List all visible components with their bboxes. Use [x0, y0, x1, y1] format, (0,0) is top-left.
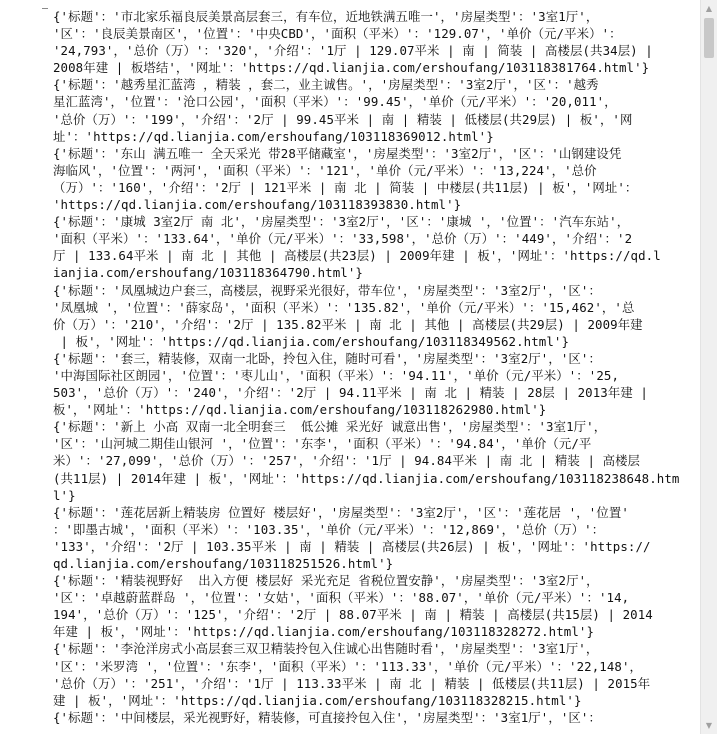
text-line: qd.lianjia.com/ershoufang/103118251526.html'}: [53, 556, 394, 571]
text-line: 星汇蓝湾'，'位置'：'沧口公园'，'面积（平米）'：'99.45'，'单价（元/平米）'：'20,011'，: [53, 94, 617, 110]
text-line: {'标题'：'凤凰城边户套三，高楼层，视野采光很好，带车位'，'房屋类型'：'3室2厅'，'区'：: [53, 282, 601, 298]
scroll-thumb[interactable]: [704, 18, 714, 58]
text-line: '24,793'，'总价（万）'：'320'，'介绍'：'1厅 | 129.07平米 | 南 | 简装 | 高楼层(共34层) |: [53, 43, 653, 59]
text-line: '凤凰城 '，'位置'：'薛家岛'，'面积（平米）'：'135.82'，'单价（元/平米）'：'15,462'，'总: [53, 299, 635, 315]
scroll-up-arrow-icon[interactable]: ▲: [705, 4, 713, 13]
text-line: '区'：'米罗湾 '，'位置'：'东李'，'面积（平米）'：'113.33'，'单价（元/平米）'：'22,148'，: [53, 658, 643, 674]
text-line: '区'：'卓越蔚蓝群岛 '，'位置'：'女姑'，'面积（平米）'：'88.07'，'单价（元/平米）'：'14,: [53, 590, 630, 606]
text-line: {'标题'：'康城 3室2厅 南 北'，'房屋类型'：'3室2厅'，'区'：'康城 '，'位置'：'汽车东站'，: [53, 214, 630, 230]
scroll-down-arrow-icon[interactable]: ▼: [705, 721, 713, 730]
text-line: 'https://qd.lianjia.com/ershoufang/103118393830.html'}: [53, 197, 462, 213]
text-line: {'标题'：'莲花居新上精装房 位置好 楼层好'，'房屋类型'：'3室2厅'，'区'：'莲花居 '，'位置': [53, 504, 629, 520]
text-line: {'标题'：'中间楼层，采光视野好，精装修，可直接拎包入住'，'房屋类型'：'3室1厅'，'区'：: [53, 709, 601, 725]
text-line: （万）'：'160'，'介绍'：'2厅 | 121平米 | 南 北 | 简装 | 中楼层(共11层) | 板'，'网址'：: [53, 179, 638, 195]
text-line: 板'，'网址'：'https://qd.lianjia.com/ershoufang/103118262980.html'}: [53, 402, 547, 418]
text-line: (共11层) | 2014年建 | 板'，'网址'：'https://qd.lianjia.com/ershoufang/103118238648.htm: [53, 470, 680, 486]
text-line: 厅 | 133.64平米 | 南 北 | 其他 | 高楼层(共23层) | 2009年建 | 板'，'网址'：'https://qd.l: [53, 248, 661, 264]
margin-mark: [42, 8, 48, 9]
text-line: 价（万）'：'210'，'介绍'：'2厅 | 135.82平米 | 南 北 | 其他 | 高楼层(共29层) | 2009年建: [53, 316, 643, 332]
text-line: 米）'：'27,099'，'总价（万）'：'257'，'介绍'：'1厅 | 94.84平米 | 南 北 | 精装 | 高楼层: [53, 453, 641, 469]
text-line: 年建 | 板'，'网址'：'https://qd.lianjia.com/ershoufang/103118328272.html'}: [53, 624, 595, 640]
text-line: {'标题'：'精装视野好 出入方便 楼层好 采光充足 省税位置安静'，'房屋类型'：'3室2厅'，: [53, 573, 599, 589]
text-line: | 板'，'网址'：'https://qd.lianjia.com/ershoufang/103118349562.html'}: [53, 333, 570, 349]
text-line: 194'，'总价（万）'：'125'，'介绍'：'2厅 | 88.07平米 | 南 | 精装 | 高楼层(共15层) | 2014: [53, 607, 653, 623]
text-line: 2008年建 | 板塔结'，'网址'：'https://qd.lianjia.com/ershoufang/103118381764.html'}: [53, 60, 650, 76]
text-line: {'标题'：'市北家乐福良辰美景高层套三，有车位，近地铁满五唯一'，'房屋类型'：'3室1厅'，: [53, 9, 599, 24]
text-line: 址'：'https://qd.lianjia.com/ershoufang/103118369012.html'}: [53, 128, 494, 144]
left-margin: [0, 0, 50, 734]
text-content[interactable]: [53, 8, 696, 726]
text-line: '面积（平米）'：'133.64'，'单价（元/平米）'：'33,598'，'总价（万）'：'449'，'介绍'：'2: [53, 231, 633, 247]
text-line: 海临风'，'位置'：'两河'，'面积（平米）'：'121'，'单价（元/平米）'：'13,224'，'总价: [53, 162, 597, 178]
text-line: '区'：'良辰美景南区'，'位置'：'中央CBD'，'面积（平米）'：'129.07'，'单价（元/平米）'：: [53, 26, 622, 42]
text-line: '中海国际社区朗园'，'位置'：'枣儿山'，'面积（平米）'：'94.11'，'单价（元/平米）'：'25,: [53, 367, 620, 383]
text-line: {'标题'：'套三，精装修，双南一北卧，拎包入住，随时可看'，'房屋类型'：'3室2厅'，'区'：: [53, 350, 601, 366]
text-line: {'标题'：'李沧洋房式小高层套三双卫精装拎包入住诚心出售随时看'，'房屋类型'：'3室1厅'，: [53, 641, 599, 657]
text-line: l'}: [53, 487, 76, 503]
text-line: {'标题'：'越秀星汇蓝湾 ，精装 ，套二，业主诚售。'，'房屋类型'：'3室2厅'，'区'：'越秀: [53, 77, 599, 93]
text-line: {'标题'：'东山 满五唯一 全天采光 带28平储藏室'，'房屋类型'：'3室2厅'，'区'：'山钢建设凭: [53, 145, 622, 161]
text-line: '133'，'介绍'：'2厅 | 103.35平米 | 南 | 精装 | 高楼层(共26层) | 板'，'网址'：'https://: [53, 538, 651, 554]
text-line: ：'即墨古城'，'面积（平米）'：'103.35'，'单价（元/平米）'：'12,869'，'总价（万）'：: [53, 521, 605, 537]
text-line: {'标题'：'新上 小高 双南一北全明套三 低公摊 采光好 诚意出售'，'房屋类型'：'3室1厅'，: [53, 419, 607, 435]
text-line: 503'，'总价（万）'：'240'，'介绍'：'2厅 | 94.11平米 | 南 北 | 精装 | 28层 | 2013年建 |: [53, 385, 648, 401]
text-line: '总价（万）'：'199'，'介绍'：'2厅 | 99.45平米 | 南 | 精装 | 低楼层(共29层) | 板'，'网: [53, 111, 633, 127]
text-line: ianjia.com/ershoufang/103118364790.html'}: [53, 265, 363, 281]
vertical-scrollbar[interactable]: [700, 0, 717, 734]
text-line: 建 | 板'，'网址'：'https://qd.lianjia.com/ershoufang/103118328215.html'}: [53, 692, 582, 708]
text-line: '区'：'山河城二期佳山银河 '，'位置'：'东李'，'面积（平米）'：'94.84'，'单价（元/平: [53, 436, 592, 452]
text-line: '总价（万）'：'251'，'介绍'：'1厅 | 113.33平米 | 南 北 | 精装 | 低楼层(共11层) | 2015年: [53, 675, 651, 691]
